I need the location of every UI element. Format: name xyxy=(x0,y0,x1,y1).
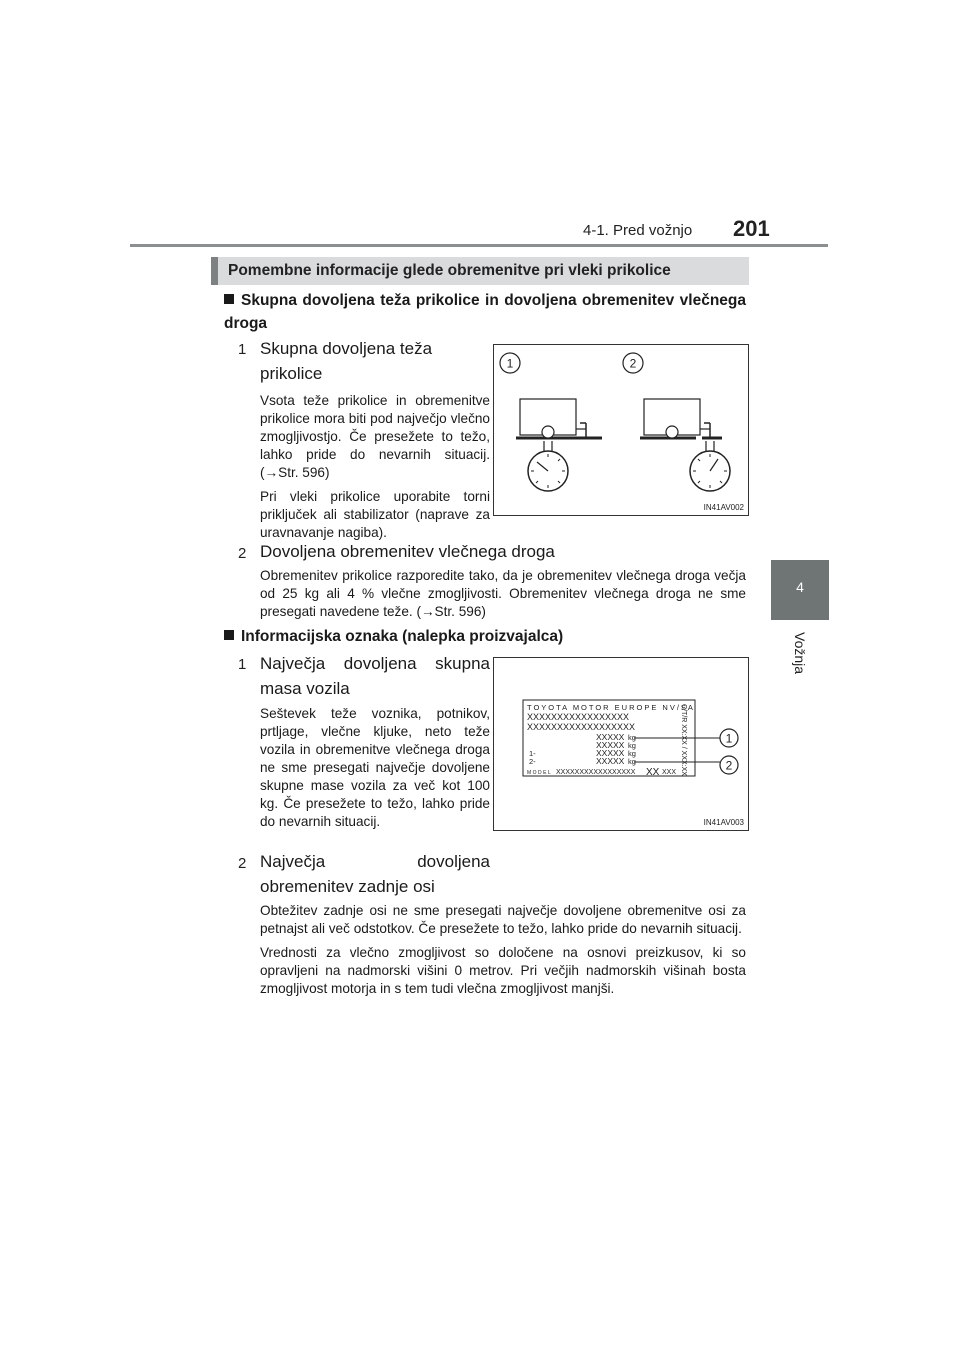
header-rule xyxy=(130,244,828,247)
item-number: 1 xyxy=(238,341,247,358)
callout-number: 1 xyxy=(725,731,733,746)
plate-line: XXXXXXXXXXXXXXXXX xyxy=(527,712,630,722)
callout-number: 1 xyxy=(506,356,514,371)
running-header-section: 4-1. Pred vožnjo xyxy=(583,222,693,239)
subsection-heading-1: Skupna dovoljena teža prikolice in dovoljena obremenitev vlečnega droga xyxy=(224,292,746,332)
square-bullet-icon xyxy=(224,630,234,640)
plate-mass: XXXXX xyxy=(596,756,625,766)
item-paragraph: Obtežitev zadnje osi ne sme presegati največje dovoljene obremenitve osi za petnajst ali več odstotkov. Če presežete to težo, lahko pride do nevarnih situacij. xyxy=(260,903,746,936)
item-body xyxy=(260,902,746,1004)
plate-unit: kg xyxy=(628,749,636,758)
plate-model-suffix: XXX xyxy=(662,769,677,776)
plate-vertical-text: C/T/R XX:XX / XXX:XX xyxy=(680,704,687,776)
item-title: Dovoljena obremenitev vlečnega droga xyxy=(260,542,555,561)
plate-axle: 1- xyxy=(529,749,536,758)
item-title: Največja dovoljena obremenitev zadnje osi xyxy=(260,852,490,896)
item-paragraph: Pri vleki prikolice uporabite torni priključek ali stabilizator (naprave za uravnavanje nagiba). xyxy=(260,489,490,540)
callout-number: 2 xyxy=(629,356,637,371)
plate-model-code: XX xyxy=(646,767,660,778)
plate-unit: kg xyxy=(628,741,636,750)
figure-code: IN41AV002 xyxy=(703,503,744,512)
manufacturer-label-illustration xyxy=(494,658,748,830)
plate-model-label: MODEL xyxy=(527,770,553,776)
plate-title: TOYOTA MOTOR EUROPE NV/SA xyxy=(527,703,695,712)
trailer-scale-illustration xyxy=(494,345,748,515)
square-bullet-icon xyxy=(224,294,234,304)
chapter-tab: 4 xyxy=(771,560,829,620)
item-title: Skupna dovoljena teža prikolice xyxy=(260,339,433,383)
item-body: Seštevek teže voznika, potnikov, prtljage, vlečne kljuke, neto teže vozila in obremenitve vlečnega droga ne sme presegati največje dovoljene skupne mase vozila za več kot 100 kg. Če presežete to težo, lahko pride do nevarnih situacij. xyxy=(260,706,490,829)
trailer-on-scale-left xyxy=(516,399,602,491)
trailer-weight-figure xyxy=(493,344,749,516)
item-paragraph: Vsota teže prikolice in obremenitve prikolice mora biti pod največjo vlečno zmogljivostjo. Če presežete to težo, lahko pride do nevarnih situacij. (→Str. 596) xyxy=(260,393,490,480)
plate-unit: kg xyxy=(628,757,636,766)
item-title: Največja dovoljena skupna masa vozila xyxy=(260,654,490,698)
item-body xyxy=(260,392,490,548)
subsection-heading-2: Informacijska oznaka (nalepka proizvajalca) xyxy=(224,625,746,648)
item-paragraph: Vrednosti za vlečno zmogljivost so določene na osnovi preizkusov, ki so opravljeni na nadmorski višini 0 metrov. Pri večjih nadmorskih višinah bosta zmogljivost motorja in s tem tudi vlečna zmogljivost manjši. xyxy=(260,945,746,996)
trailer-on-scale-right xyxy=(640,399,730,491)
plate-line: XXXXXXXXXXXXXXXXXX xyxy=(527,722,636,732)
figure-code: IN41AV003 xyxy=(703,818,744,827)
item-number: 2 xyxy=(238,545,247,562)
item-number: 1 xyxy=(238,656,247,673)
plate-axle: 2- xyxy=(529,757,536,766)
item-number: 2 xyxy=(238,855,247,872)
item-body: Obremenitev prikolice razporedite tako, da je obremenitev vlečnega droga večja od 25 kg ali 4 % vlečne zmogljivosti. Obremenitev vlečnega droga ne sme presegati navedene teže. (→Str. 596) xyxy=(260,568,746,619)
chapter-title: Vožnja xyxy=(792,632,808,675)
callout-number: 2 xyxy=(725,758,733,773)
plate-mass: XXXXX xyxy=(596,748,625,758)
section-title: Pomembne informacije glede obremenitve pri vleki prikolice xyxy=(211,257,749,285)
manufacturer-label-figure xyxy=(493,657,749,831)
page-number: 201 xyxy=(733,216,770,241)
plate-mass: XXXXX xyxy=(596,732,625,742)
plate-mass: XXXXX xyxy=(596,740,625,750)
plate-model-value: XXXXXXXXXXXXXXXXX xyxy=(556,769,636,776)
plate-unit: kg xyxy=(628,733,636,742)
